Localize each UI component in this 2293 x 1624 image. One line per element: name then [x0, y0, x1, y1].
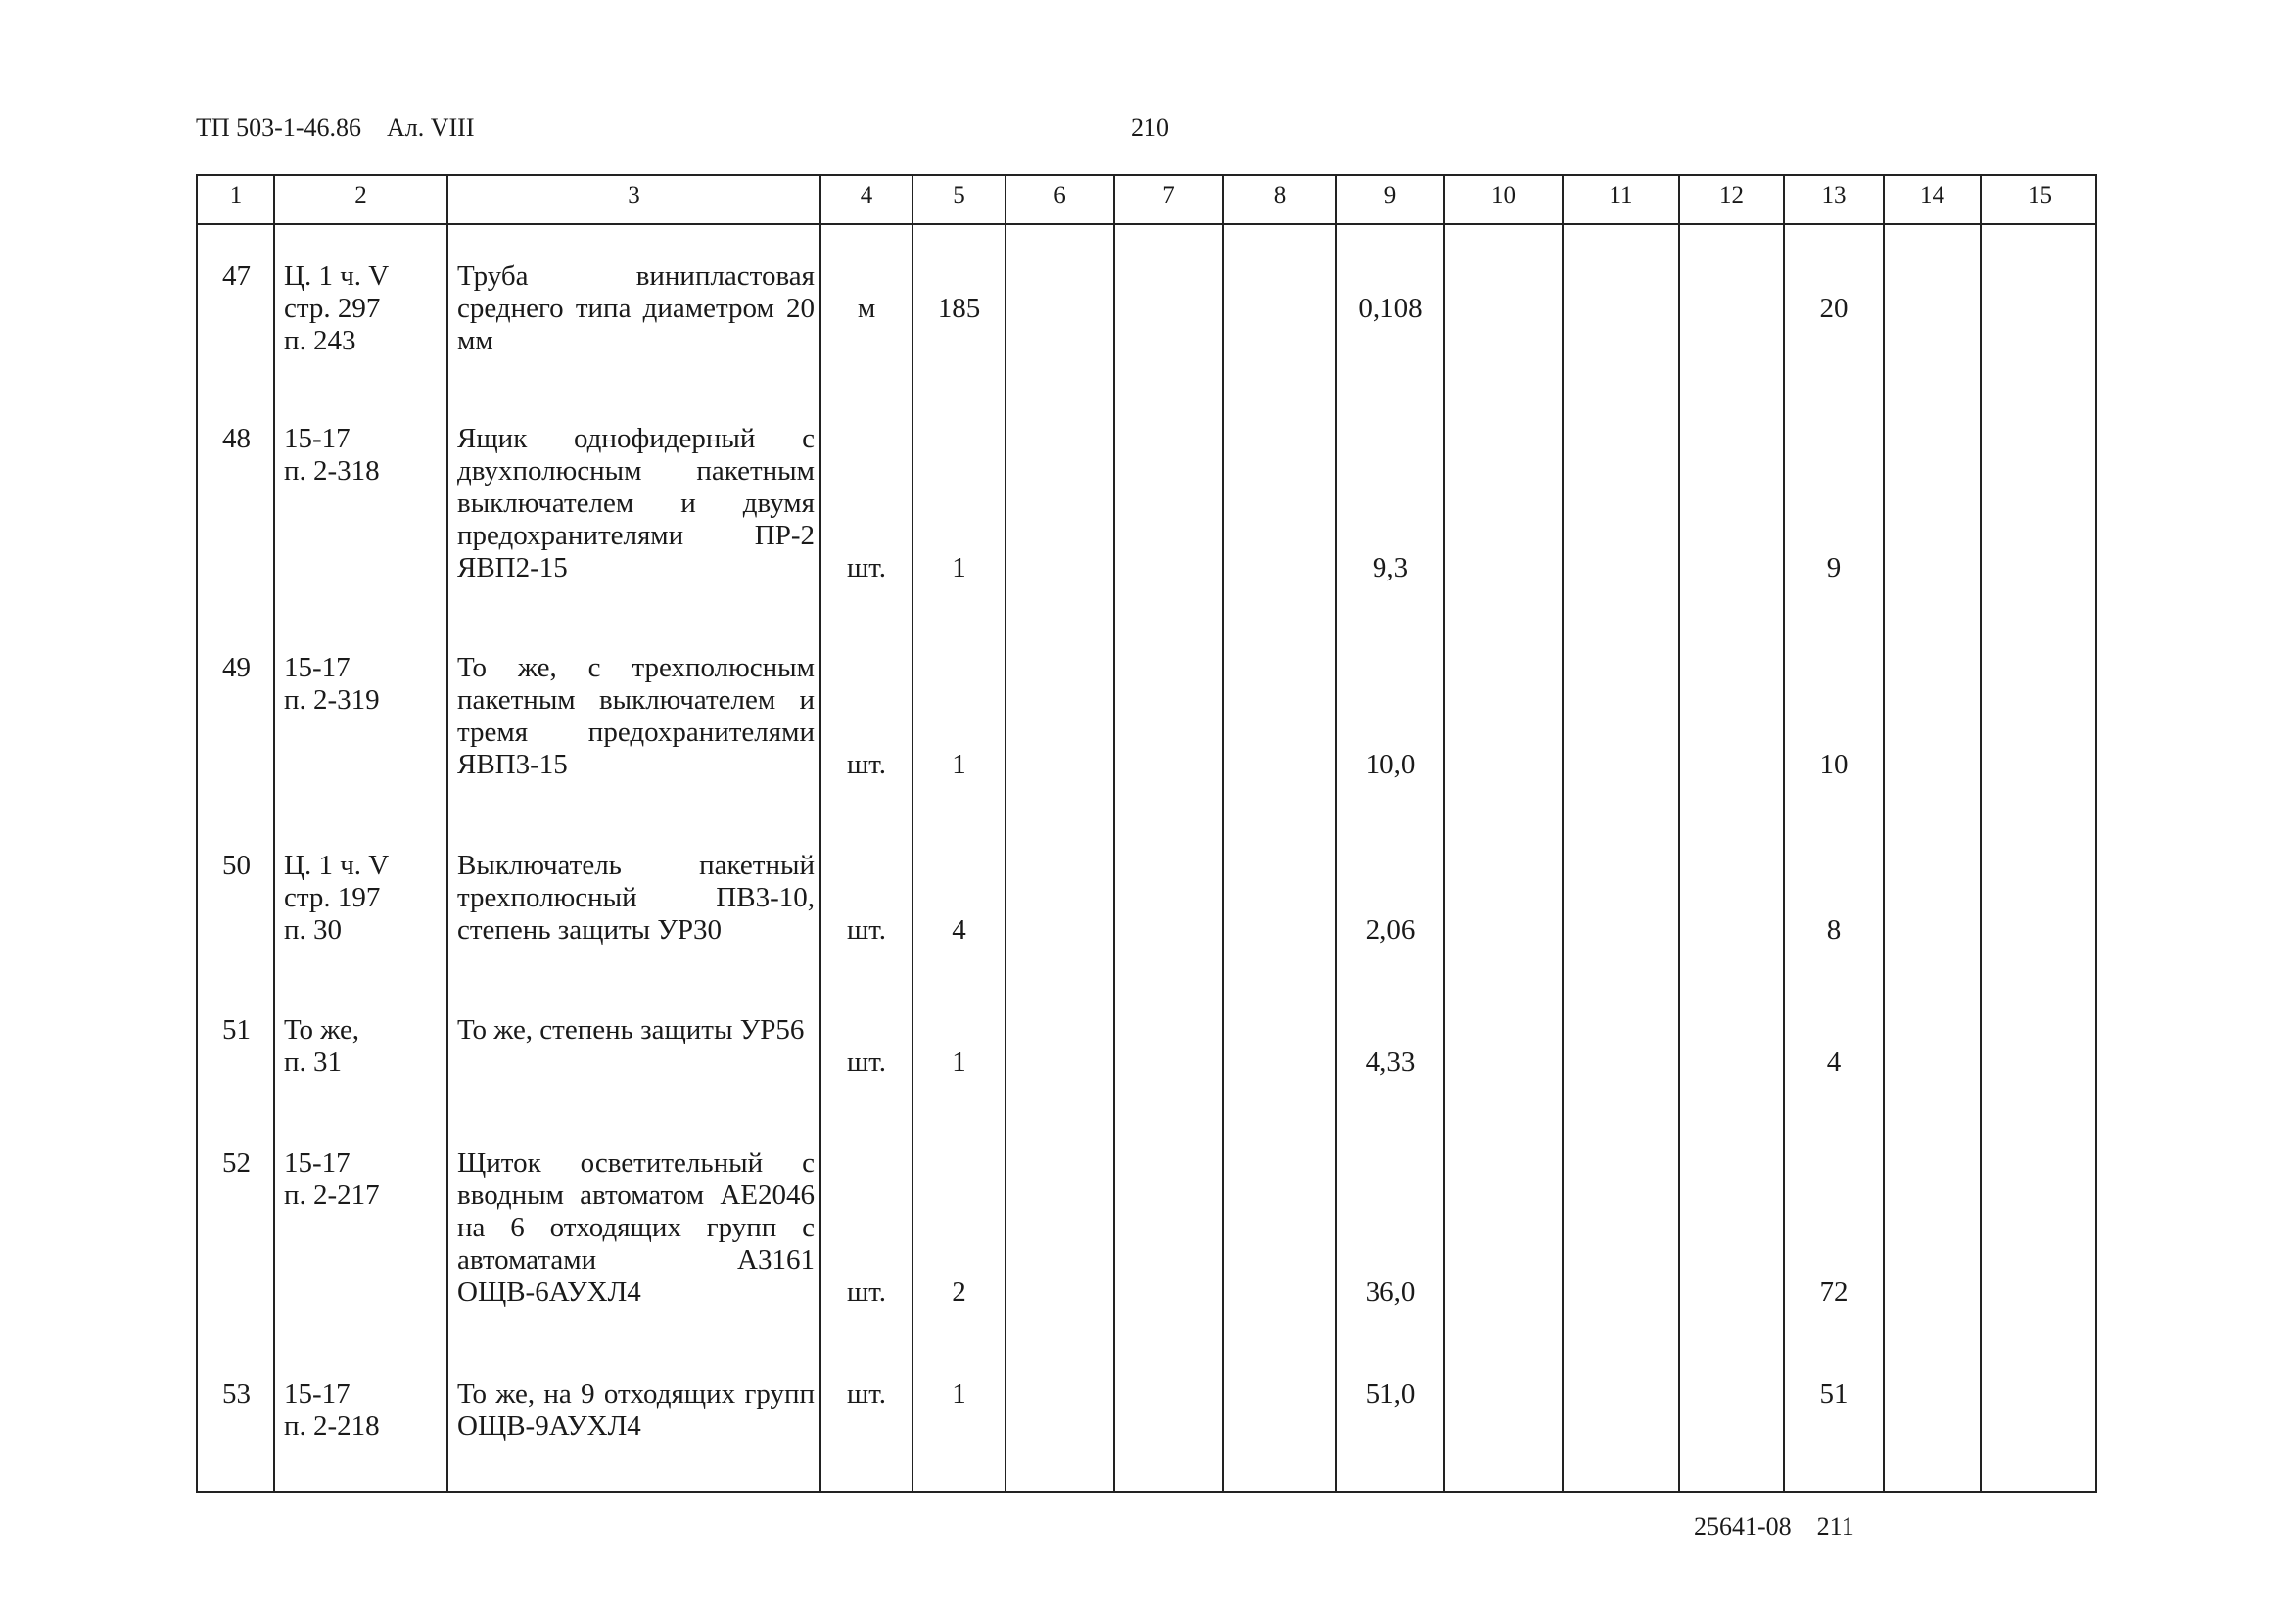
quantity: 4	[952, 914, 966, 946]
reference	[284, 1014, 444, 1079]
reference-line: п. 243	[284, 325, 356, 356]
doc-code: ТП 503-1-46.86	[196, 114, 361, 142]
row-number: 47	[222, 260, 251, 292]
description: Ящик однофидерный с двухполюсным пакетным выключателем и двумя предохранителями ПР-2 ЯВП2-15	[457, 423, 815, 583]
unit: м	[857, 293, 876, 324]
reference-line: п. 2-318	[284, 455, 380, 487]
column-number: 15	[2028, 182, 2052, 209]
total-cost: 8	[1826, 914, 1842, 946]
quantity: 185	[937, 293, 981, 324]
row-number: 50	[222, 850, 251, 881]
column-number: 10	[1491, 182, 1516, 209]
reference	[284, 1147, 444, 1212]
unit-price: 2,06	[1365, 914, 1416, 946]
header-divider	[198, 223, 2095, 225]
column-divider	[1980, 176, 1982, 1491]
column-number: 7	[1162, 182, 1175, 209]
reference-line: стр. 297	[284, 293, 381, 324]
column-number: 11	[1609, 182, 1633, 209]
unit: шт.	[846, 1378, 887, 1410]
column-number: 1	[229, 182, 243, 209]
reference	[284, 260, 444, 357]
document-code	[196, 114, 475, 143]
unit-price: 4,33	[1365, 1046, 1416, 1078]
column-number: 13	[1821, 182, 1847, 209]
column-number: 8	[1273, 182, 1287, 209]
total-cost: 4	[1826, 1046, 1842, 1078]
unit-price: 10,0	[1365, 749, 1416, 780]
column-number: 5	[953, 182, 965, 209]
reference	[284, 423, 444, 487]
album-label: Ал. VIII	[386, 114, 475, 142]
description: То же, с трехполюсным пакетным выключателем и тремя предохранителями ЯВП3-15	[457, 652, 815, 780]
unit: шт.	[846, 749, 887, 780]
reference	[284, 1378, 444, 1443]
unit: шт.	[846, 1046, 887, 1078]
column-divider	[1562, 176, 1564, 1491]
description: Выключатель пакетный трехполюсный ПВ3-10, степень защиты УР30	[457, 850, 815, 946]
reference-line: п. 31	[284, 1046, 343, 1078]
quantity: 1	[952, 749, 966, 780]
column-number: 14	[1920, 182, 1944, 209]
quantity: 2	[952, 1276, 966, 1308]
column-number: 2	[354, 182, 367, 209]
column-divider	[1678, 176, 1680, 1491]
reference-line: То же,	[284, 1014, 360, 1045]
unit-price: 36,0	[1365, 1276, 1416, 1308]
column-divider	[1113, 176, 1115, 1491]
unit: шт.	[846, 1276, 887, 1308]
reference	[284, 850, 444, 947]
reference-line: стр. 197	[284, 882, 381, 913]
unit-price: 0,108	[1358, 293, 1423, 324]
reference-line: п. 2-217	[284, 1180, 380, 1211]
reference	[284, 652, 444, 717]
unit: шт.	[846, 914, 887, 946]
page-number: 210	[1131, 114, 1169, 142]
total-cost: 9	[1826, 552, 1842, 583]
reference-line: 15-17	[284, 1378, 351, 1410]
description: То же, на 9 отходящих групп ОЩВ-9АУХЛ4	[457, 1378, 815, 1442]
row-number: 49	[222, 652, 251, 683]
description: Щиток осветительный с вводным автоматом АЕ2046 на 6 отходящих групп с автоматами А3161 ОЩВ-6АУХЛ4	[457, 1147, 815, 1308]
column-number: 12	[1719, 182, 1744, 209]
row-number: 51	[222, 1014, 251, 1045]
quantity: 1	[952, 1046, 966, 1078]
unit: шт.	[846, 552, 887, 583]
column-number: 6	[1053, 182, 1066, 209]
description: Труба винипластовая среднего типа диаметром 20 мм	[457, 260, 815, 356]
row-number: 52	[222, 1147, 251, 1179]
reference-line: 15-17	[284, 1147, 351, 1179]
reference-line: п. 30	[284, 914, 343, 946]
sheet-number: 211	[1816, 1512, 1854, 1541]
reference-line: Ц. 1 ч. V	[284, 260, 390, 292]
total-cost: 72	[1819, 1276, 1848, 1308]
quantity: 1	[952, 1378, 966, 1410]
column-number: 4	[860, 182, 873, 209]
column-divider	[273, 176, 275, 1491]
total-cost: 20	[1819, 293, 1848, 324]
total-cost: 10	[1819, 749, 1848, 780]
footer-code	[1694, 1512, 1854, 1542]
total-cost: 51	[1819, 1378, 1848, 1410]
reference-line: 15-17	[284, 652, 351, 683]
reference-line: п. 2-218	[284, 1411, 380, 1442]
column-number: 3	[628, 182, 640, 209]
estimate-table	[196, 174, 2097, 1493]
column-divider	[446, 176, 448, 1491]
column-divider	[1222, 176, 1224, 1491]
reference-line: 15-17	[284, 423, 351, 454]
row-number: 53	[222, 1378, 251, 1410]
unit-price: 51,0	[1365, 1378, 1416, 1410]
unit-price: 9,3	[1372, 552, 1409, 583]
description: То же, степень защиты УР56	[457, 1014, 805, 1045]
quantity: 1	[952, 552, 966, 583]
inventory-number: 25641-08	[1694, 1512, 1792, 1541]
row-number: 48	[222, 423, 251, 454]
reference-line: п. 2-319	[284, 684, 380, 716]
reference-line: Ц. 1 ч. V	[284, 850, 390, 881]
column-number: 9	[1383, 182, 1397, 209]
